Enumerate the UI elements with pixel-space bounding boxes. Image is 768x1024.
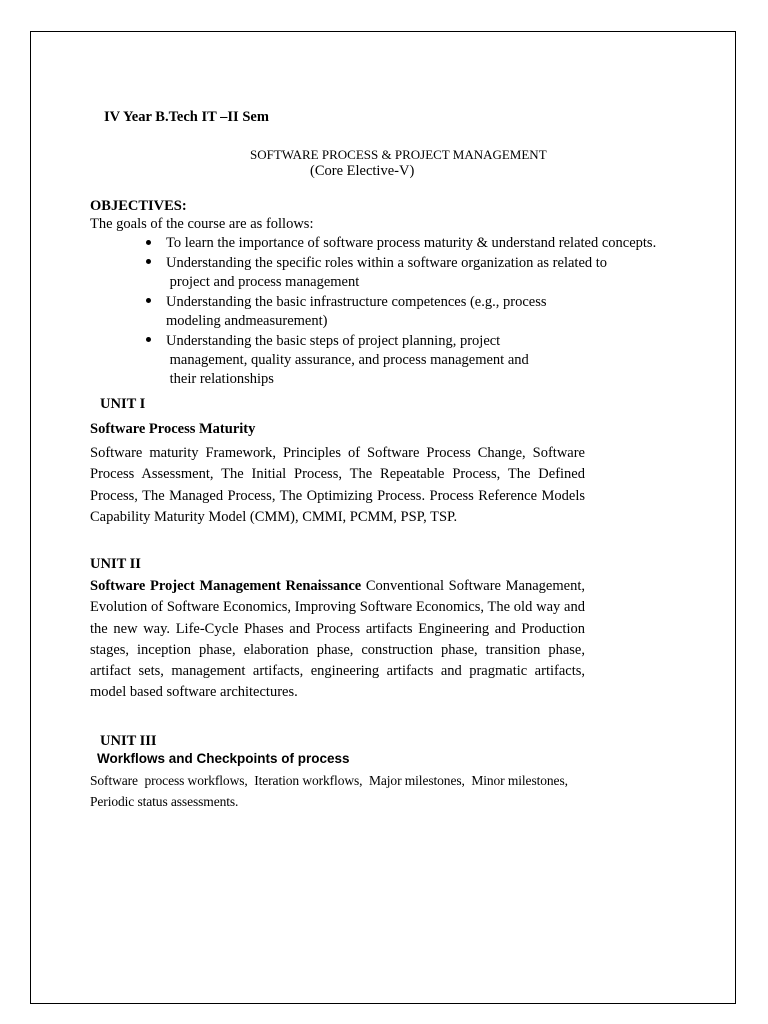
objectives-heading: OBJECTIVES: — [90, 198, 187, 214]
year-sem-heading: IV Year B.Tech IT –II Sem — [104, 109, 269, 125]
objective-item-1-line-1: To learn the importance of software process maturity & understand related concepts. — [166, 235, 657, 251]
objective-item-2-line-2: project and process management — [166, 274, 360, 290]
course-title: SOFTWARE PROCESS & PROJECT MANAGEMENT — [250, 147, 547, 162]
objective-item-4-line-3: their relationships — [166, 371, 274, 387]
unit-3-body-line-2: Periodic status assessments. — [90, 794, 239, 809]
unit-2-body — [90, 576, 585, 704]
unit-3-body-line-1: Software process workflows, Iteration workflows, Major milestones, Minor milestones, — [90, 773, 568, 788]
unit-2-title: Software Project Management Renaissance — [90, 578, 362, 594]
unit-1-label: UNIT I — [100, 396, 146, 412]
bullet-icon — [146, 259, 151, 264]
unit-3-title: Workflows and Checkpoints of process — [97, 751, 350, 766]
objective-item-3-line-2: modeling andmeasurement) — [166, 313, 328, 329]
bullet-icon — [146, 240, 151, 245]
objective-item-2-line-1: Understanding the specific roles within a software organization as related to — [166, 255, 608, 271]
objective-item-4-line-2: management, quality assurance, and process management and — [166, 352, 529, 368]
bullet-icon — [146, 298, 151, 303]
bullet-icon — [146, 337, 151, 342]
objective-item-4-line-1: Understanding the basic steps of project planning, project — [166, 333, 501, 349]
unit-2-label: UNIT II — [90, 556, 141, 572]
unit-2-body-text: Conventional Software Management, Evolution of Software Economics, Improving Software Economics, The old way and the new way. Life-Cycle Phases and Process artifacts Engineering and Production stages, inception phase, elaboration phase, construction phase, transition phase, artifact sets, management artifacts, engineering artifacts and pragmatic artifacts, model based software architectures. — [90, 578, 585, 701]
unit-1-title: Software Process Maturity — [90, 421, 256, 437]
unit-1-body: Software maturity Framework, Principles of Software Process Change, Software Process Assessment, The Initial Process, The Repeatable Process, The Defined Process, The Managed Process, The Optimizing Process. Process Reference Models Capability Maturity Model (CMM), CMMI, PCMM, PSP, TSP. — [90, 445, 585, 525]
course-type: (Core Elective-V) — [310, 163, 415, 179]
objective-item-3-line-1: Understanding the basic infrastructure competences (e.g., process — [166, 294, 547, 310]
unit-3-label: UNIT III — [100, 733, 157, 749]
objectives-intro: The goals of the course are as follows: — [90, 216, 314, 232]
